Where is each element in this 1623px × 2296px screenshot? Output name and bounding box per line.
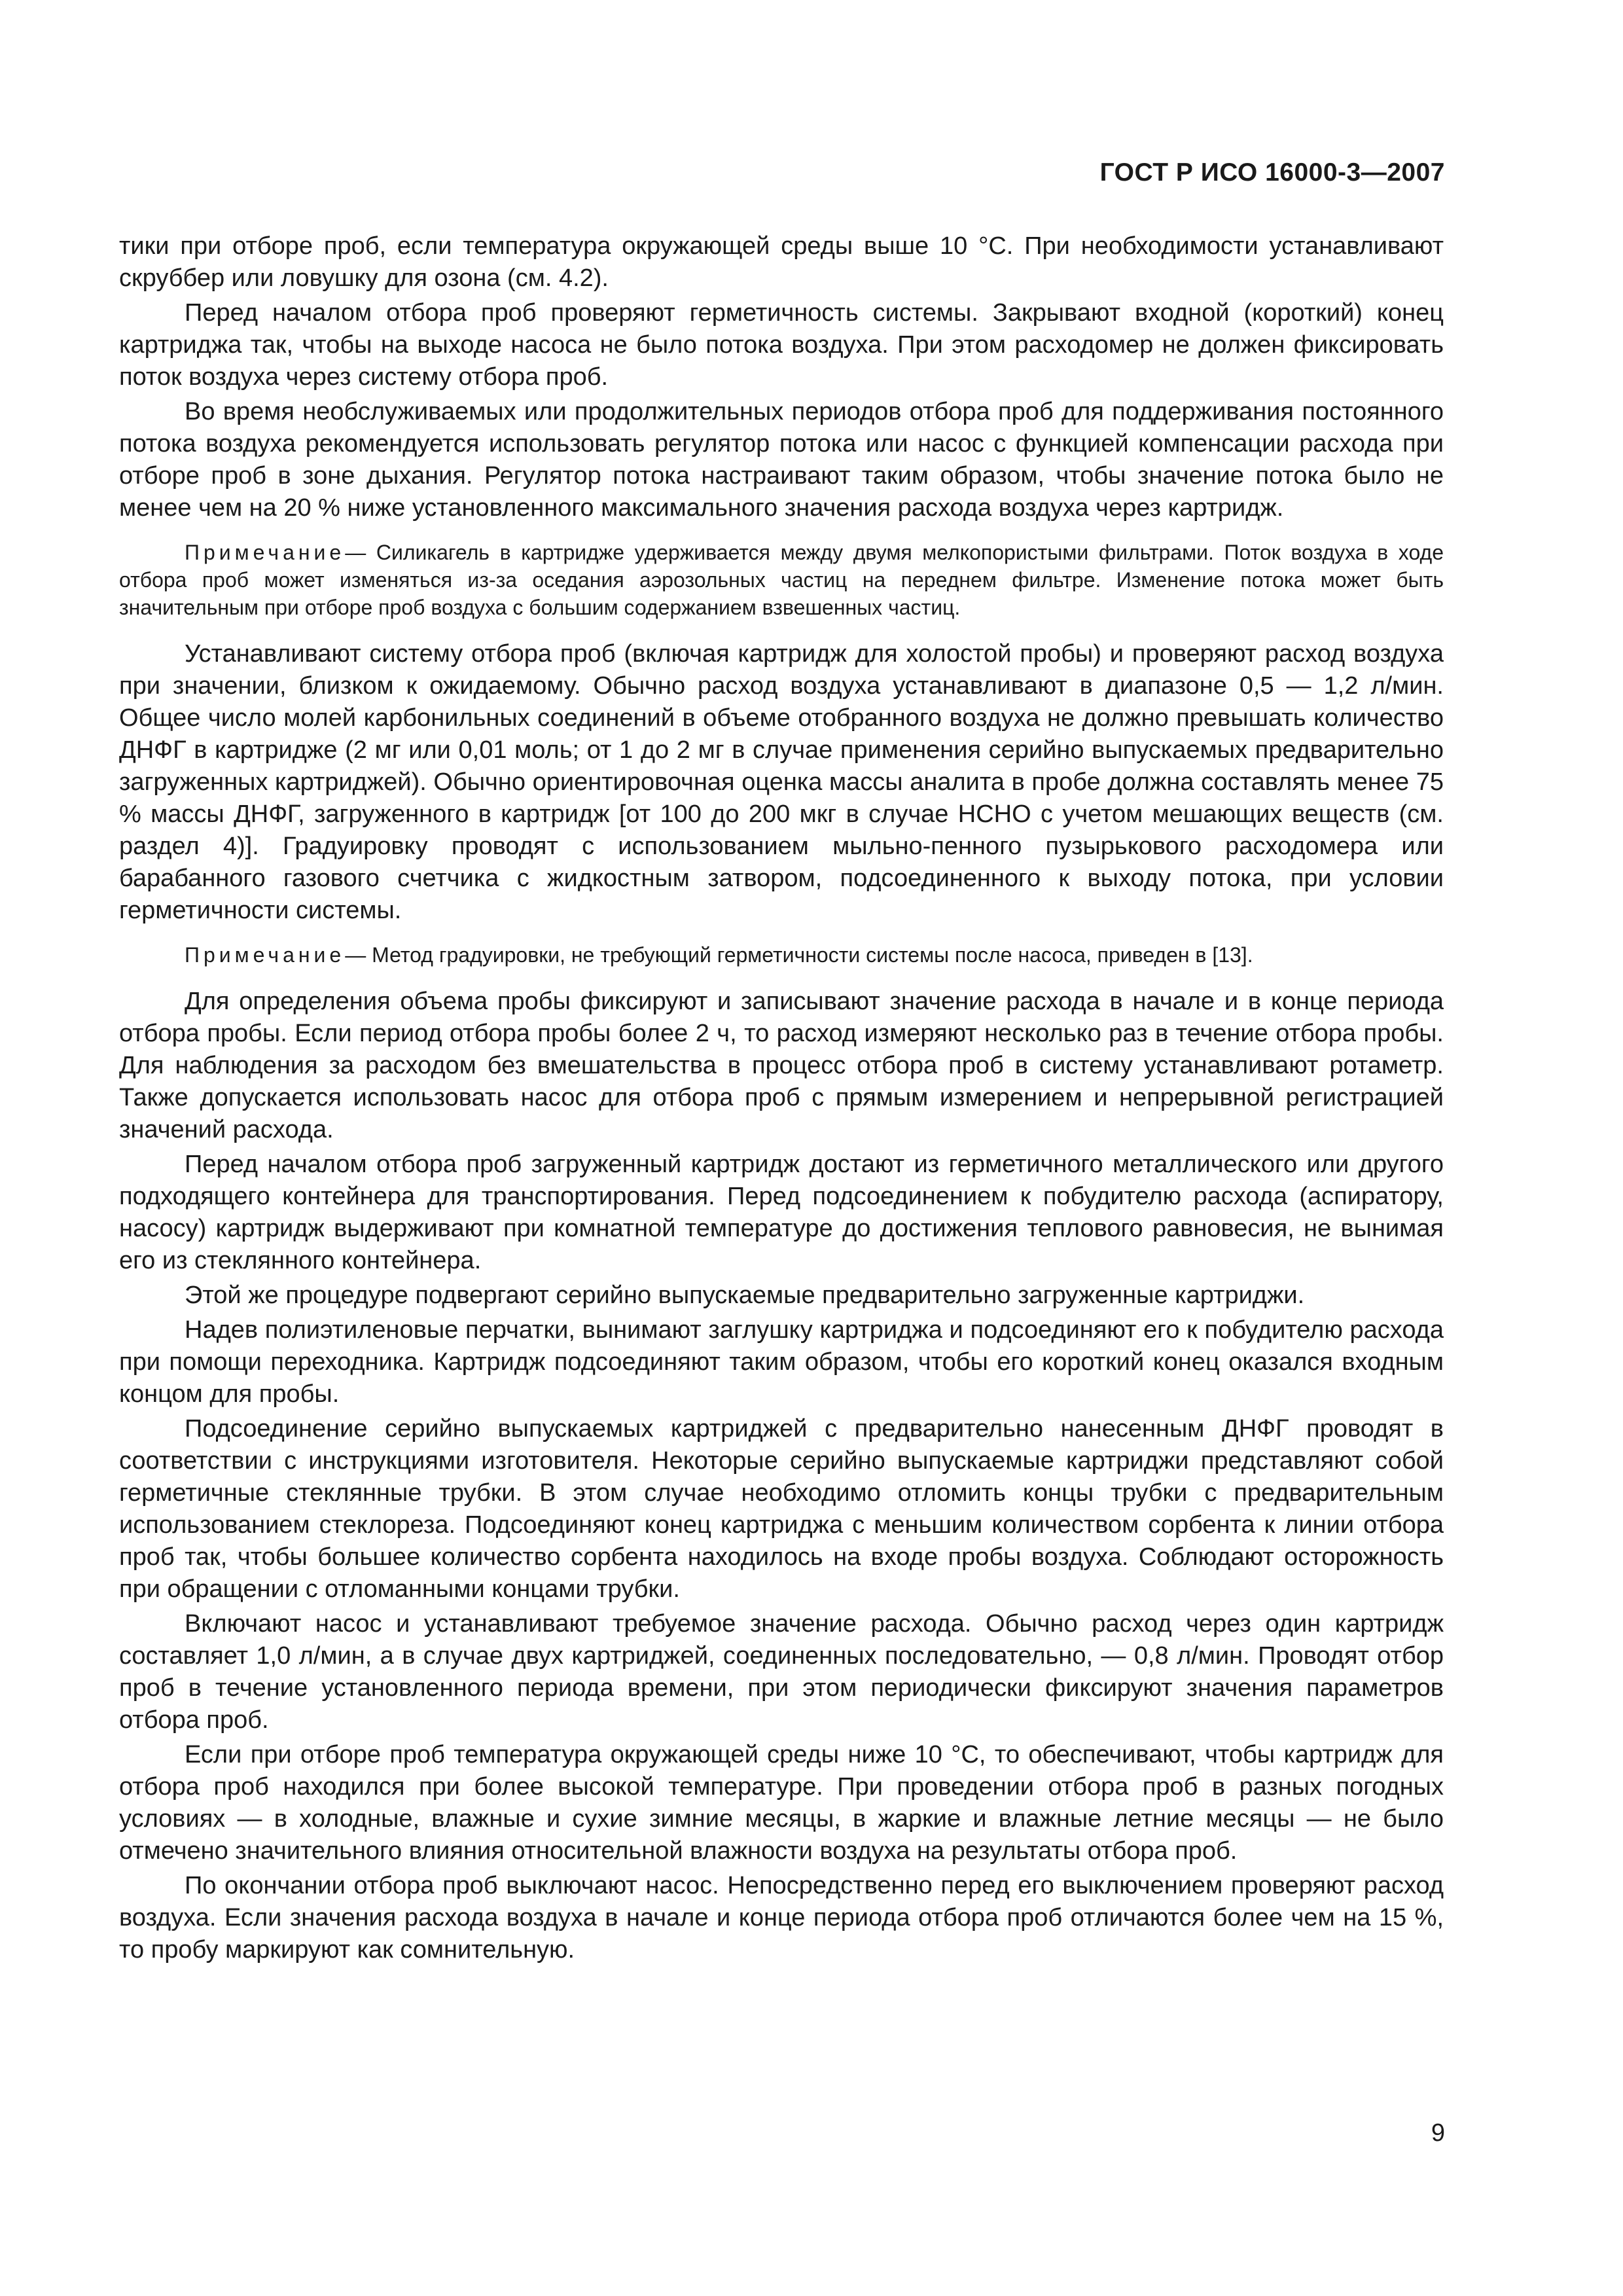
paragraph-leak-check: Перед началом отбора проб проверяют герметичность системы. Закрывают входной (короткий) конец картриджа так, чтобы на выходе насоса не было потока воздуха. При этом расходомер не должен фиксировать поток воздуха через систему отбора проб. <box>119 299 1444 391</box>
note-label: Примечание <box>185 943 346 967</box>
paragraph-commercial-cartridges: Этой же процедуре подвергают серийно выпускаемые предварительно загруженные картриджи. <box>185 1282 1305 1309</box>
paragraph-continuation: тики при отборе проб, если температура окружающей среды выше 10 °С. При необходимости устанавливают скруббер или ловушку для озона (см. 4.2). <box>119 232 1444 292</box>
paragraph-sampling-end: По окончании отбора проб выключают насос. Непосредственно перед его выключением проверяют расход воздуха. Если значения расхода воздуха в начале и конце периода отбора проб отличаются более чем на 15 %, то пробу маркируют как сомнительную. <box>119 1872 1444 1964</box>
paragraph-manufacturer-instructions: Подсоединение серийно выпускаемых картриджей с предварительно нанесенным ДНФГ проводят в соответствии с инструкциями изготовителя. Некоторые серийно выпускаемые картриджи представляют собой герметичные стеклянные трубки. В этом случае необходимо отломить концы трубки с предварительным использованием стеклореза. Подсоединяют конец картриджа с меньшим количеством сорбента к линии отбора проб так, чтобы большее количество сорбента находилось на входе пробы воздуха. Соблюдают осторожность при обращении с отломанными концами трубки. <box>119 1415 1444 1603</box>
paragraph-pump-flow: Включают насос и устанавливают требуемое значение расхода. Обычно расход через один картридж составляет 1,0 л/мин, а в случае двух картриджей, соединенных последовательно, — 0,8 л/мин. Проводят отбор проб в течение установленного периода времени, при этом периодически фиксируют значения параметров отбора проб. <box>119 1610 1444 1734</box>
paragraph-sample-volume: Для определения объема пробы фиксируют и записывают значение расхода в начале и в конце периода отбора пробы. Если период отбора пробы более 2 ч, то расход измеряют несколько раз в течение отбора пробы. Для наблюдения за расходом без вмешательства в процесс отбора проб в систему устанавливают ротаметр. Также допускается использовать насос для отбора проб с прямым измерением и непрерывной регистрацией значений расхода. <box>119 988 1444 1143</box>
note-text: — Метод градуировки, не требующий герметичности системы после насоса, приведен в [13]. <box>345 943 1253 967</box>
note-calibration-method <box>119 941 1444 969</box>
note-silica-gel <box>119 539 1444 621</box>
document-header-standard-id: ГОСТ Р ИСО 16000-3—2007 <box>1099 158 1445 187</box>
paragraph-flow-regulator: Во время необслуживаемых или продолжительных периодов отбора проб для поддерживания постоянного потока воздуха рекомендуется использовать регулятор потока или насос с функцией компенсации расхода при отборе проб в зоне дыхания. Регулятор потока настраивают таким образом, чтобы значение потока было не менее чем на 20 % ниже установленного максимального значения расхода воздуха через картридж. <box>119 398 1444 522</box>
note-label: Примечание <box>185 541 346 564</box>
paragraph-cartridge-connection: Надев полиэтиленовые перчатки, вынимают заглушку картриджа и подсоединяют его к побудителю расхода при помощи переходника. Картридж подсоединяют таким образом, чтобы его короткий конец оказался входным концом для пробы. <box>119 1316 1444 1408</box>
page-number: 9 <box>1431 2119 1445 2147</box>
paragraph-cartridge-preparation: Перед началом отбора проб загруженный картридж достают из герметичного металлического или другого подходящего контейнера для транспортирования. Перед подсоединением к побудителю расхода (аспиратору, насосу) картридж выдерживают при комнатной температуре до достижения теплового равновесия, не вынимая его из стеклянного контейнера. <box>119 1151 1444 1274</box>
note-text: — Силикагель в картридже удерживается между двумя мелкопористыми фильтрами. Поток воздуха в ходе отбора проб может изменяться из-за оседания аэрозольных частиц на переднем фильтре. Изменение потока может быть значительным при отборе проб воздуха с большим содержанием взвешенных частиц. <box>119 541 1444 619</box>
paragraph-temperature: Если при отборе проб температура окружающей среды ниже 10 °С, то обеспечивают, чтобы картридж для отбора проб находился при более высокой температуре. При проведении отбора проб в разных погодных условиях — в холодные, влажные и сухие зимние месяцы, в жаркие и влажные летние месяцы — не было отмечено значительного влияния относительной влажности воздуха на результаты отбора проб. <box>119 1741 1444 1865</box>
document-body <box>119 230 1444 1969</box>
paragraph-sampling-setup: Устанавливают систему отбора проб (включая картридж для холостой пробы) и проверяют расход воздуха при значении, близком к ожидаемому. Обычно расход воздуха устанавливают в диапазоне 0,5 — 1,2 л/мин. Общее число молей карбонильных соединений в объеме отобранного воздуха не должно превышать количество ДНФГ в картридже (2 мг или 0,01 моль; от 1 до 2 мг в случае применения серийно выпускаемых предварительно загруженных картриджей). Обычно ориентировочная оценка массы аналита в пробе должна составлять менее 75 % массы ДНФГ, загруженного в картридж [от 100 до 200 мкг в случае НСНО с учетом мешающих веществ (см. раздел 4)]. Градуировку проводят с использованием мыльно-пенного пузырькового расходомера или барабанного газового счетчика с жидкостным затвором, подсоединенного к выходу потока, при условии герметичности системы. <box>119 640 1444 924</box>
